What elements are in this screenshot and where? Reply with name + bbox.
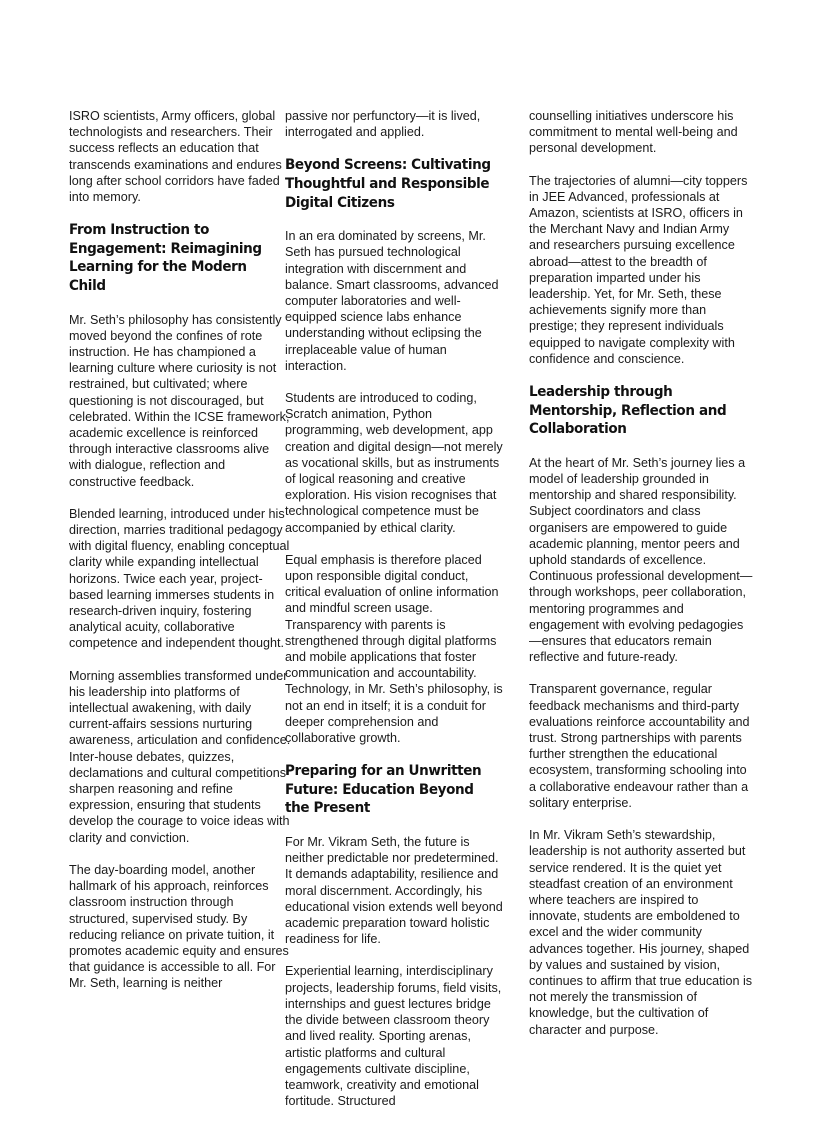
- paragraph: In Mr. Vikram Seth’s stewardship, leadership is not authority asserted but service rendered. It is the quiet yet steadfast creation of an environment where teachers are inspired to innovate, students are emboldened to excel and the wider community advances together. His journey, shaped by values and sustained by vision, continues to affirm that true education is not merely the transmission of knowledge, but the cultivation of character and purpose.: [529, 828, 753, 1037]
- paragraph: passive nor perfunctory—it is lived, interrogated and applied.: [285, 109, 481, 140]
- paragraph: Transparent governance, regular feedback mechanisms and third-party evaluations reinforce accountability and trust. Strong partnerships with parents further strengthen the educational ecosystem, transforming schooling into a collaborative endeavour rather than a solitary enterprise.: [529, 682, 750, 810]
- paragraph: Mr. Seth’s philosophy has consistently moved beyond the confines of rote instruction. He has championed a learning culture where curiosity is not restrained, but cultivated; where questioning is not discouraged, but celebrated. Within the ICSE framework, academic excellence is reinforced through interactive classrooms alive with dialogue, reflection and constructive feedback.: [69, 312, 290, 489]
- text-column-2: [285, 108, 507, 1125]
- section-heading: Beyond Screens: Cultivating Thoughtful and Responsible Digital Citizens: [285, 157, 491, 211]
- text-column-1: [69, 108, 291, 1008]
- text-column-3: [529, 108, 753, 1054]
- paragraph: The trajectories of alumni—city toppers in JEE Advanced, professionals at Amazon, scientists at ISRO, officers in the Merchant Navy and Indian Army and researchers pursuing excellence abroad—attest to the breadth of preparation imparted under his leadership. Yet, for Mr. Seth, these achievements signify more than prestige; they represent individuals equipped to navigate complexity with confidence and conscience.: [529, 173, 748, 366]
- paragraph: In an era dominated by screens, Mr. Seth has pursued technological integration with discernment and balance. Smart classrooms, advanced computer laboratories and well-equipped science labs enhance understanding without eclipsing the irreplaceable value of human interaction.: [285, 229, 499, 373]
- paragraph: At the heart of Mr. Seth’s journey lies a model of leadership grounded in mentorship and shared responsibility. Subject coordinators and class organisers are empowered to guide academic planning, mentor peers and uphold standards of excellence. Continuous professional development—through workshops, peer collaboration, mentoring programmes and engagement with evolving pedagogies—ensures that educators remain reflective and future-ready.: [529, 455, 753, 665]
- section-heading: Preparing for an Unwritten Future: Education Beyond the Present: [285, 763, 482, 817]
- paragraph: Experiential learning, interdisciplinary projects, leadership forums, field visits, internships and guest lectures bridge the divide between classroom theory and lived reality. Sporting arenas, artistic platforms and cultural engagements cultivate discipline, teamwork, creativity and emotional fortitude. Structured: [285, 964, 502, 1109]
- paragraph: Morning assemblies transformed under his leadership into platforms of intellectual awakening, with daily current-affairs sessions nurturing awareness, articulation and confidence. Inter-house debates, quizzes, declamations and cultural competitions sharpen reasoning and refine expression, ensuring that students develop the courage to voice ideas with clarity and conviction.: [69, 668, 291, 845]
- section-heading: Leadership through Mentorship, Reflection and Collaboration: [529, 384, 727, 438]
- paragraph: Equal emphasis is therefore placed upon responsible digital conduct, critical evaluation of online information and mindful screen usage. Transparency with parents is strengthened through digital platforms and mobile applications that foster communication and accountability. Technology, in Mr. Seth’s philosophy, is not an end in itself; it is a conduit for deeper comprehension and collaborative growth.: [285, 552, 503, 746]
- paragraph: For Mr. Vikram Seth, the future is neither predictable nor predetermined. It demands adaptability, resilience and moral discernment. Accordingly, his educational vision extends well beyond academic preparation toward holistic readiness for life.: [285, 835, 503, 947]
- paragraph: counselling initiatives underscore his commitment to mental well-being and personal development.: [529, 109, 738, 156]
- section-heading: From Instruction to Engagement: Reimagining Learning for the Modern Child: [69, 222, 262, 294]
- paragraph: Students are introduced to coding, Scratch animation, Python programming, web development, app creation and digital design—not merely as vocational skills, but as instruments of logical reasoning and creative exploration. His vision recognises that technological competence must be accompanied by ethical clarity.: [285, 391, 503, 535]
- paragraph: The day-boarding model, another hallmark of his approach, reinforces classroom instruction through structured, supervised study. By reducing reliance on private tuition, it promotes academic equity and ensures that guidance is accessible to all. For Mr. Seth, learning is neither: [69, 862, 289, 991]
- paragraph: ISRO scientists, Army officers, global technologists and researchers. Their success reflects an education that transcends examinations and endures long after school corridors have faded into memory.: [69, 109, 282, 205]
- paragraph: Blended learning, introduced under his direction, marries traditional pedagogy with digital fluency, enabling conceptual clarity while expanding intellectual horizons. Twice each year, project-based learning immerses students in research-driven inquiry, fostering analytical acuity, collaborative competence and independent thought.: [69, 506, 290, 651]
